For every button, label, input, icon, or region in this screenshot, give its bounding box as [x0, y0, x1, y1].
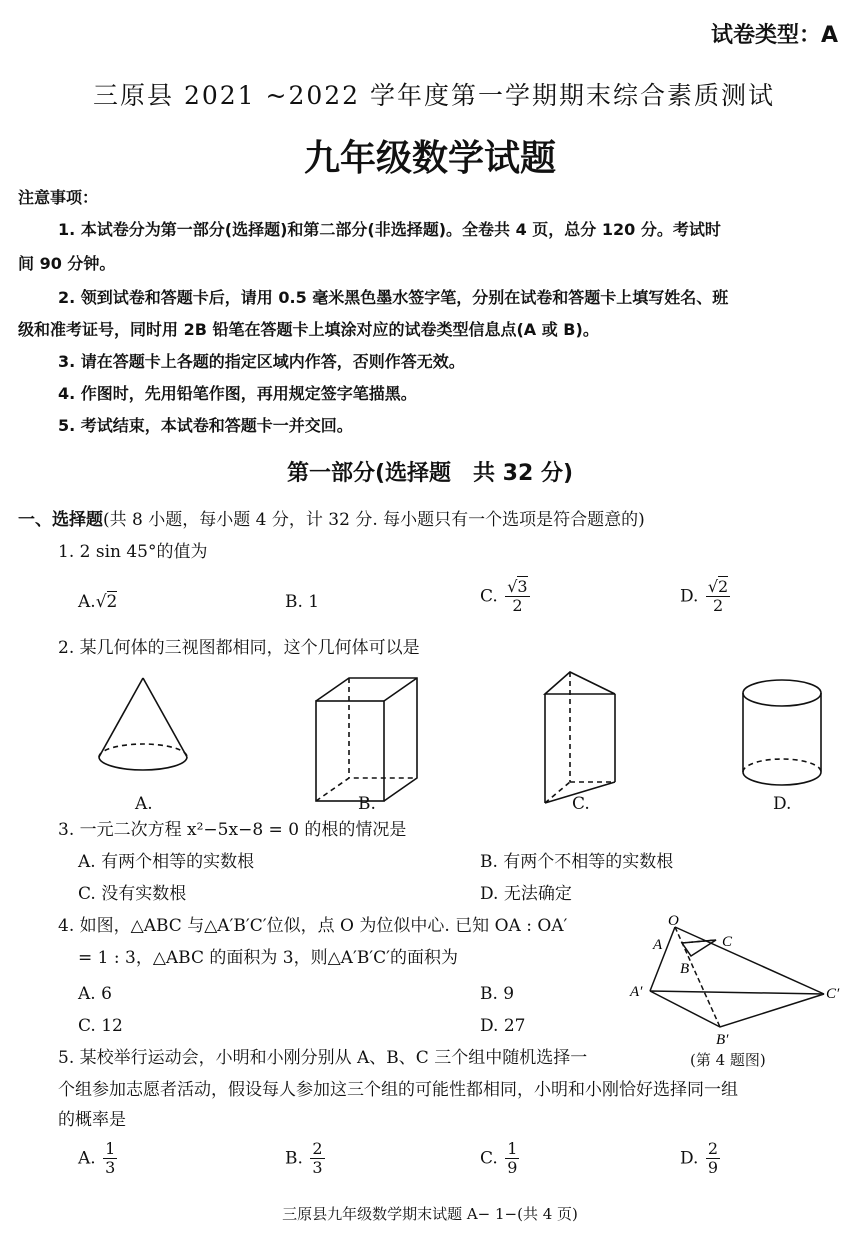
q5-c-prefix: C.	[480, 1148, 498, 1169]
notice-item-3: 3. 请在答题卡上各题的指定区域内作答，否则作答无效。	[58, 352, 465, 371]
q5-d-den: 9	[707, 1158, 719, 1177]
cube-figure	[316, 678, 417, 801]
q1-a-prefix: A.	[78, 592, 96, 612]
section1-heading	[18, 508, 645, 532]
triangle-a2b2c2	[650, 991, 824, 1027]
notice-item-1-cont: 间 90 分钟。	[18, 254, 116, 273]
notice-item-2-cont: 级和准考证号，同时用 2B 铅笔在答题卡上填涂对应的试卷类型信息点(A 或 B)。	[18, 320, 599, 339]
label-C: C	[722, 934, 733, 950]
q4-option-d: D. 27	[480, 1016, 526, 1036]
q2-figures	[0, 660, 860, 820]
q4-option-c: C. 12	[78, 1016, 123, 1036]
q1-a-radicand: 2	[106, 592, 118, 612]
notice-item-2: 2. 领到试卷和答题卡后，请用 0.5 毫米黑色墨水签字笔，分别在试卷和答题卡上填写姓名、班	[58, 288, 729, 307]
q1-d-fraction	[706, 578, 730, 615]
header-title: 三原县 2021 ~2022 学年度第一学期期末综合素质测试	[93, 81, 776, 110]
sqrt-icon: √	[95, 592, 107, 612]
q5-line2: 个组参加志愿者活动，假设每人参加这三个组的可能性都相同，小明和小刚恰好选择同一组	[58, 1080, 738, 1100]
prism-figure	[545, 672, 615, 803]
label-O: O	[668, 913, 679, 929]
q3-option-d: D. 无法确定	[480, 884, 572, 904]
q5-d-num: 2	[707, 1139, 719, 1158]
q5-c-fraction	[505, 1140, 519, 1177]
q5-option-b	[285, 1140, 325, 1177]
paper-type: 试卷类型：A	[710, 23, 838, 48]
q5-line3: 的概率是	[58, 1110, 126, 1130]
q4-option-a: A. 6	[78, 984, 112, 1004]
section1-desc: (共 8 小题，每小题 4 分，计 32 分. 每小题只有一个选项是符合题意的)	[103, 510, 645, 530]
notice-item-4: 4. 作图时，先用铅笔作图，再用规定签字笔描黑。	[58, 384, 417, 403]
label-A2: A′	[630, 984, 643, 1000]
label-C2: C′	[826, 986, 840, 1002]
q5-a-fraction	[103, 1140, 117, 1177]
q5-a-prefix: A.	[78, 1148, 96, 1169]
main-title: 九年级数学试题	[303, 138, 556, 179]
q5-b-fraction	[310, 1140, 324, 1177]
q4-line1: 4. 如图，△ABC 与△A′B′C′位似，点 O 为位似中心. 已知 OA : OA′	[58, 916, 568, 936]
label-B2: B′	[716, 1032, 729, 1048]
cone-figure	[99, 678, 187, 770]
part1-title: 第一部分(选择题 共 32 分)	[286, 461, 574, 486]
notice-item-1: 1. 本试卷分为第一部分(选择题)和第二部分(非选择题)。全卷共 4 页，总分 120 分。考试时	[58, 220, 721, 239]
q5-b-num: 2	[312, 1139, 323, 1158]
q5-line1: 5. 某校举行运动会，小明和小刚分别从 A、B、C 三个组中随机选择一	[58, 1048, 588, 1068]
q3-stem: 3. 一元二次方程 x²−5x−8 = 0 的根的情况是	[58, 820, 407, 840]
q2-label-b: B.	[358, 794, 376, 814]
q5-option-a	[78, 1140, 117, 1177]
q5-c-num: 1	[507, 1139, 518, 1158]
q3-option-a: A. 有两个相等的实数根	[78, 852, 255, 872]
q1-c-num: 3	[517, 577, 528, 596]
q4-option-b: B. 9	[480, 984, 515, 1004]
sqrt-icon: √	[507, 577, 518, 596]
q2-stem: 2. 某几何体的三视图都相同，这个几何体可以是	[58, 638, 420, 658]
q3-option-b: B. 有两个不相等的实数根	[480, 852, 674, 872]
q1-d-num: 2	[718, 577, 729, 596]
q5-option-d	[680, 1140, 720, 1177]
notice-item-5: 5. 考试结束，本试卷和答题卡一并交回。	[58, 416, 353, 435]
q5-a-den: 3	[105, 1158, 116, 1177]
q2-label-a: A.	[135, 794, 153, 814]
q1-option-b: B. 1	[285, 592, 320, 612]
q5-option-c	[480, 1140, 519, 1177]
q1-stem: 1. 2 sin 45°的值为	[58, 542, 208, 562]
label-B: B	[680, 961, 690, 977]
q5-b-den: 3	[312, 1158, 323, 1177]
q1-c-den: 2	[512, 596, 523, 615]
q1-d-prefix: D.	[680, 586, 699, 607]
q5-b-prefix: B.	[285, 1148, 303, 1169]
q4-figure	[628, 910, 848, 1050]
notice-heading: 注意事项：	[18, 188, 99, 207]
q1-option-c	[480, 578, 530, 615]
q5-a-num: 1	[105, 1139, 116, 1158]
q1-option-a	[78, 590, 117, 614]
label-A: A	[653, 937, 663, 953]
q1-option-d	[680, 578, 730, 615]
page-footer: 三原县九年级数学期末试题 A− 1−(共 4 页)	[282, 1205, 578, 1223]
section1-label: 一、选择题	[18, 510, 103, 530]
q2-label-c: C.	[572, 794, 590, 814]
q1-c-prefix: C.	[480, 586, 498, 607]
sqrt-icon: √	[707, 577, 719, 596]
q4-line2: = 1 : 3，△ABC 的面积为 3，则△A′B′C′的面积为	[78, 948, 459, 968]
q5-d-fraction	[706, 1140, 720, 1177]
q1-c-fraction	[505, 578, 529, 615]
q5-d-prefix: D.	[680, 1148, 699, 1169]
q1-d-den: 2	[712, 596, 724, 615]
q2-label-d: D.	[773, 794, 792, 814]
q5-c-den: 9	[507, 1158, 518, 1177]
q3-option-c: C. 没有实数根	[78, 884, 187, 904]
q4-figure-caption: (第 4 题图)	[690, 1051, 766, 1069]
cylinder-figure	[743, 680, 821, 785]
